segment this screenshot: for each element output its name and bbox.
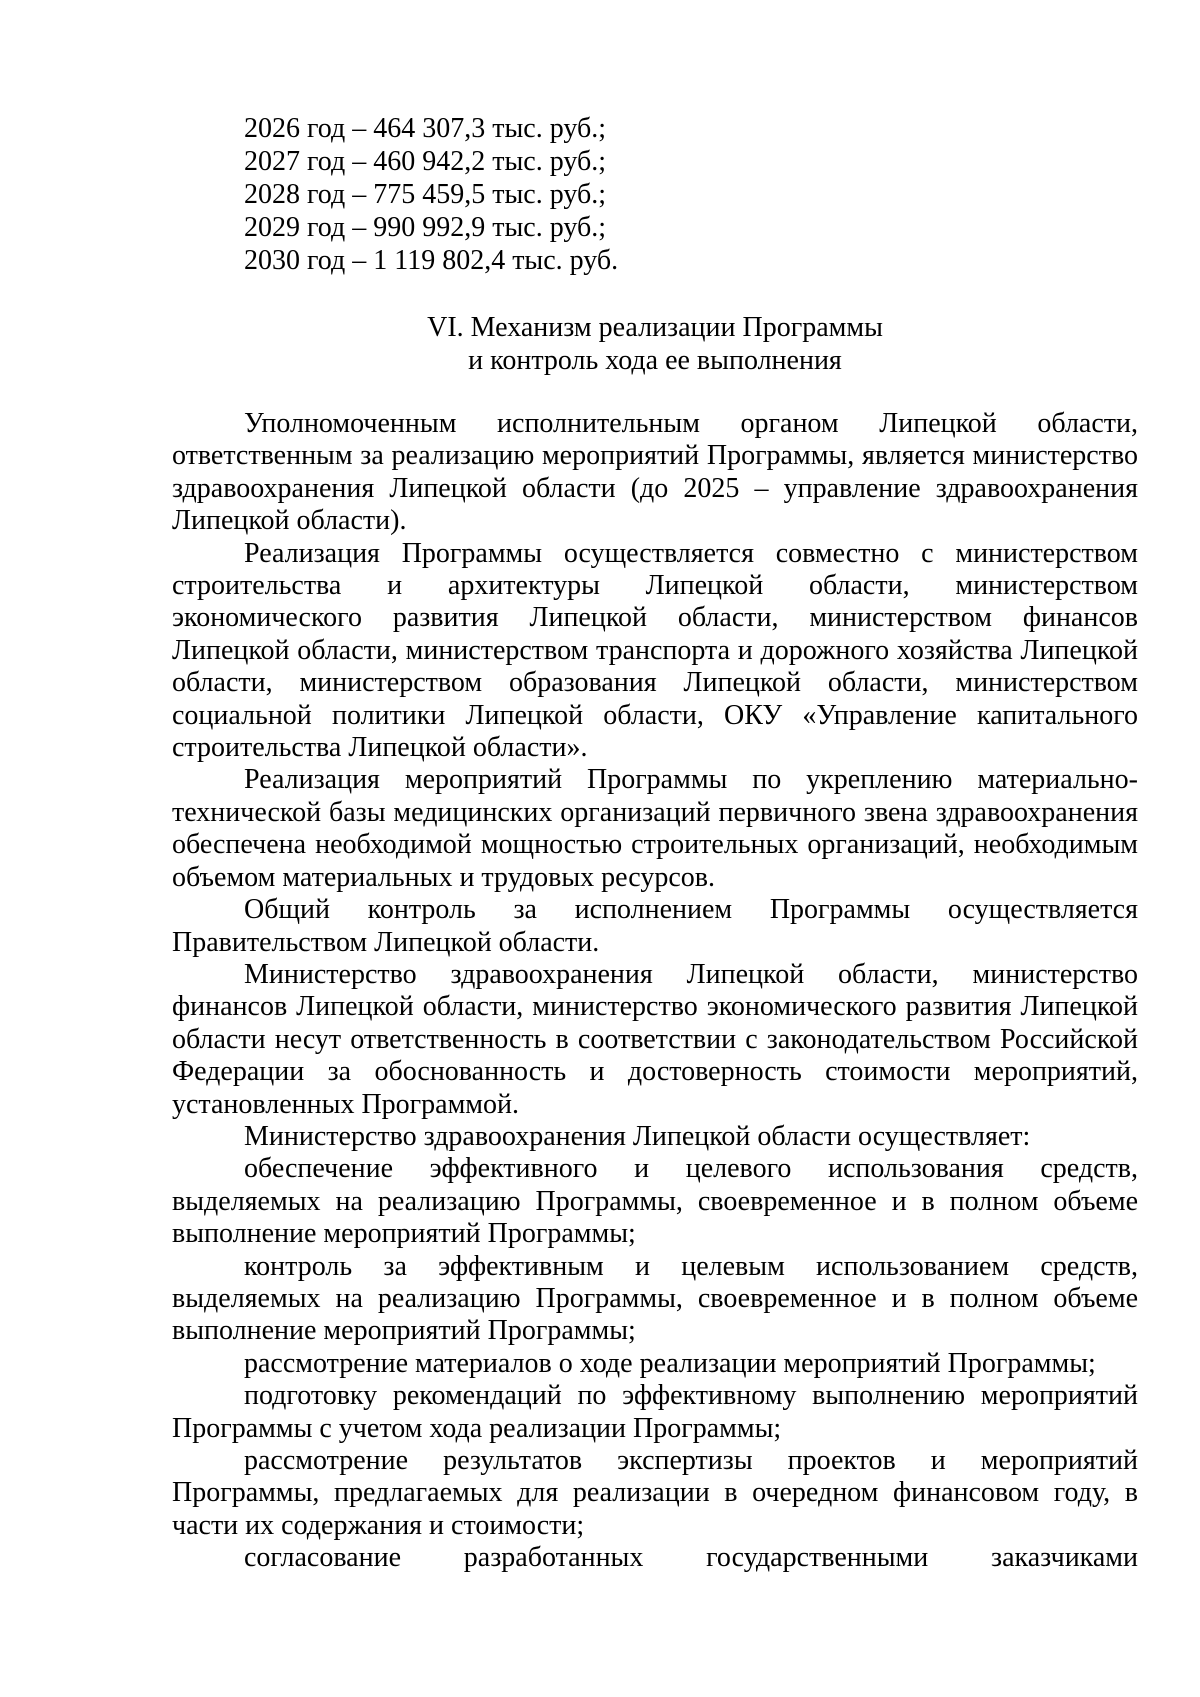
funding-line-2028: 2028 год – 775 459,5 тыс. руб.; bbox=[244, 179, 606, 210]
paragraph-ministry-duties-intro: Министерство здравоохранения Липецкой области осуществляет: bbox=[244, 1120, 1031, 1152]
funding-line-2026: 2026 год – 464 307,3 тыс. руб.; bbox=[244, 113, 606, 144]
funding-line-2030: 2030 год – 1 119 802,4 тыс. руб. bbox=[244, 245, 619, 276]
paragraph-responsibility: Министерство здравоохранения Липецкой области, министерство финансов Липецкой области, министерство экономического развития Липецкой области несут ответственность в соответствии с законодательством Российской Федерации за обоснованность и достоверность стоимости мероприятий, установленных Программой. bbox=[172, 958, 1138, 1120]
funding-list bbox=[244, 112, 1004, 277]
list-item-recommendations: подготовку рекомендаций по эффективному выполнению мероприятий Программы с учетом хода реализации Программы; bbox=[172, 1380, 1138, 1444]
funding-line-2029: 2029 год – 990 992,9 тыс. руб.; bbox=[244, 212, 606, 243]
section-heading bbox=[172, 311, 1138, 377]
list-item-control-of-use: контроль за эффективным и целевым использованием средств, выделяемых на реализацию Программы, своевременное и в полном объеме выполнение мероприятий Программы; bbox=[172, 1250, 1138, 1347]
paragraph-material-base: Реализация мероприятий Программы по укреплению материально-технической базы медицинских организаций первичного звена здравоохранения обеспечена необходимой мощностью строительных организаций, необходимым объемом материальных и трудовых ресурсов. bbox=[172, 764, 1138, 893]
list-item-approval: согласование разработанных государственными заказчиками bbox=[244, 1542, 1138, 1574]
paragraph-general-control: Общий контроль за исполнением Программы осуществляется Правительством Липецкой области. bbox=[172, 894, 1138, 958]
list-item-efficient-use: обеспечение эффективного и целевого использования средств, выделяемых на реализацию Программы, своевременное и в полном объеме выполнение мероприятий Программы; bbox=[172, 1153, 1138, 1250]
section-title-line-2: и контроль хода ее выполнения bbox=[468, 345, 842, 376]
list-item-review-materials: рассмотрение материалов о ходе реализации мероприятий Программы; bbox=[244, 1347, 1096, 1379]
section-title-line-1: VI. Механизм реализации Программы bbox=[427, 312, 883, 343]
section-body bbox=[172, 408, 1138, 1575]
funding-line-2027: 2027 год – 460 942,2 тыс. руб.; bbox=[244, 146, 606, 177]
list-item-expertise-review: рассмотрение результатов экспертизы проектов и мероприятий Программы, предлагаемых для реализации в очередном финансовом году, в части их содержания и стоимости; bbox=[172, 1445, 1138, 1541]
paragraph-joint-implementation: Реализация Программы осуществляется совместно с министерством строительства и архитектуры Липецкой области, министерством экономического развития Липецкой области, министерством финансов Липецкой области, министерством транспорта и дорожного хозяйства Липецкой области, министерством образования Липецкой области, министерством социальной политики Липецкой области, ОКУ «Управление капитального строительства Липецкой области». bbox=[172, 537, 1138, 764]
paragraph-authorized-body: Уполномоченным исполнительным органом Липецкой области, ответственным за реализацию мероприятий Программы, является министерство здравоохранения Липецкой области (до 2025 – управление здравоохранения Липецкой области). bbox=[172, 408, 1138, 537]
